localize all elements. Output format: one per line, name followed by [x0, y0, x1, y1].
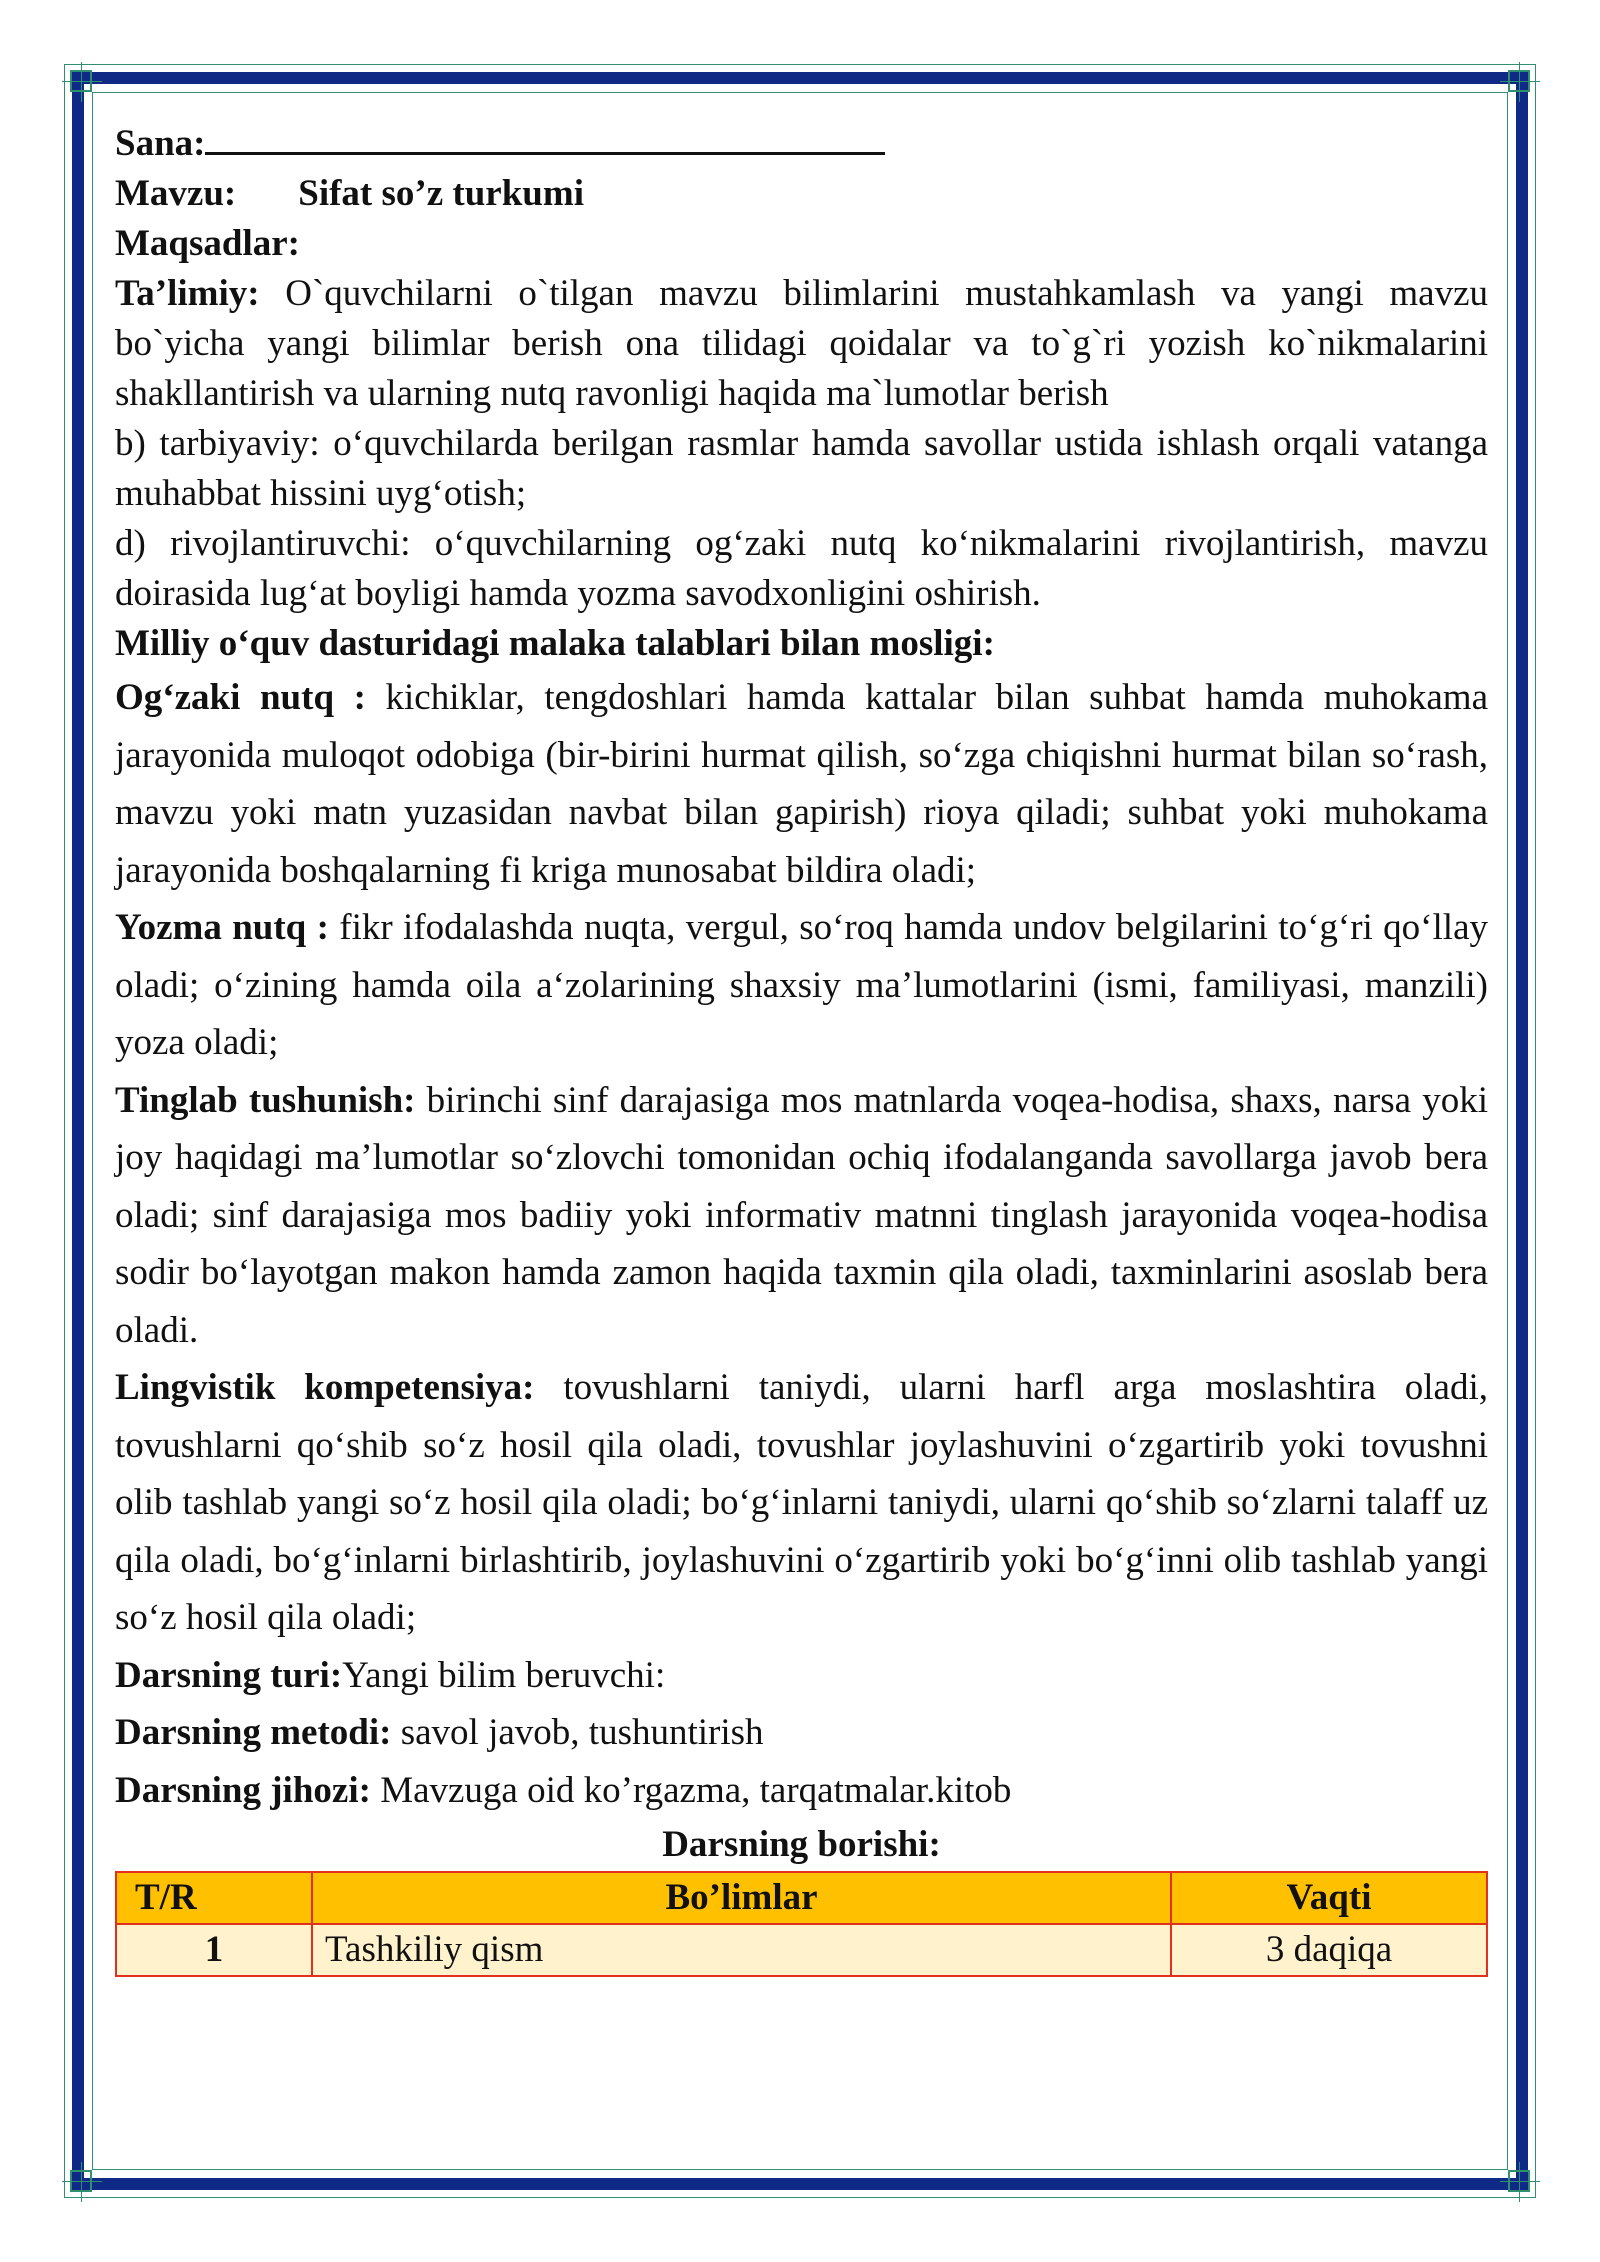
table-header-number: T/R	[116, 1872, 312, 1924]
goal-developmental: d) rivojlantiruvchi: o‘quvchilarning og‘zaki nutq ko‘nikmalarini rivojlantirish, mavzu doirasida lug‘at boyligi hamda yozma savodxonligini oshirish.	[115, 523, 1488, 614]
topic-line	[115, 169, 1488, 219]
lesson-type-value: Yangi bilim beruvchi:	[342, 1654, 666, 1696]
standard-linguistic	[115, 1359, 1488, 1647]
standard-listening-text: birinchi sinf darajasiga mos matnlarda voqea-hodisa, shaxs, narsa yoki joy haqidagi ma’lumotlar so‘zlovchi tomonidan ochiq ifodalanganda savollarga javob bera oladi; sinf darajasiga mos badiiy yoki informativ matnni tinglash jarayonida voqea-hodisa sodir bo‘layotgan makon hamda zamon haqida taxmin qila oladi, taxminlarini asoslab bera oladi.	[115, 1079, 1488, 1351]
standards-heading: Milliy o‘quv dasturidagi malaka talablari bilan mosligi:	[115, 623, 995, 664]
topic-label: Mavzu:	[115, 173, 237, 214]
standard-written	[115, 899, 1488, 1072]
corner-ornament-icon	[70, 70, 92, 92]
standard-written-text: fikr ifodalashda nuqta, vergul, so‘roq hamda undov belgilarini to‘g‘ri qo‘llay oladi; o‘zining hamda oila a‘zolarining shaxsiy ma’lumotlarini (ismi, familiyasi, manzili) yoza oladi;	[115, 907, 1488, 1063]
table-header-row	[116, 1872, 1487, 1924]
date-blank	[205, 112, 885, 155]
standard-oral	[115, 669, 1488, 899]
document-body	[115, 112, 1488, 1977]
standard-oral-label: Og‘zaki nutq :	[115, 677, 366, 718]
goal-educational-text: O`quvchilarni o`tilgan mavzu bilimlarini mustahkamlash va yangi mavzu bo`yicha yangi bilimlar berish ona tilidagi qoidalar va to`g`ri yozish ko`nikmalarini shakllantirish va ularning nutq ravonligi haqida ma`lumotlar berish	[115, 273, 1488, 414]
corner-ornament-icon	[1508, 2170, 1530, 2192]
topic-value: Sifat so’z turkumi	[298, 173, 584, 214]
date-line	[115, 112, 1488, 169]
goal-educational-label: Ta’limiy:	[115, 273, 260, 314]
lesson-equipment-value: Mavzuga oid ko’rgazma, tarqatmalar.kitob	[370, 1769, 1012, 1811]
goal-educational	[115, 269, 1488, 419]
goal-upbringing: b) tarbiyaviy: o‘quvchilarda berilgan rasmlar hamda savollar ustida ishlash orqali vatanga muhabbat hissini uyg‘otish;	[115, 423, 1488, 514]
goals-heading: Maqsadlar:	[115, 223, 300, 264]
lesson-equipment-label: Darsning jihozi:	[115, 1769, 371, 1811]
standard-oral-text: kichiklar, tengdoshlari hamda kattalar bilan suhbat hamda muhokama jarayonida muloqot odobiga (bir-birini hurmat qilish, so‘zga chiqishni hurmat bilan so‘rash, mavzu yoki matn yuzasidan navbat bilan gapirish) rioya qiladi; suhbat yoki muhokama jarayonida boshqalarning fi kriga munosabat bildira oladi;	[115, 677, 1488, 891]
standard-listening-label: Tinglab tushunish:	[115, 1079, 416, 1121]
lesson-type-label: Darsning turi:	[115, 1654, 343, 1696]
date-label: Sana:	[115, 123, 206, 164]
standard-written-label: Yozma nutq :	[115, 907, 329, 948]
table-cell-number: 1	[116, 1924, 312, 1976]
lesson-plan-table	[115, 1871, 1488, 1977]
corner-ornament-icon	[1508, 70, 1530, 92]
table-row	[116, 1924, 1487, 1976]
corner-ornament-icon	[70, 2170, 92, 2192]
table-header-sections: Bo’limlar	[312, 1872, 1171, 1924]
lesson-method-value: savol javob, tushuntirish	[391, 1712, 764, 1753]
table-cell-time: 3 daqiqa	[1171, 1924, 1487, 1976]
table-header-time: Vaqti	[1171, 1872, 1487, 1924]
standard-listening	[115, 1072, 1488, 1360]
lesson-equipment	[115, 1762, 1488, 1820]
standard-linguistic-label: Lingvistik kompetensiya:	[115, 1367, 535, 1408]
standard-linguistic-text: tovushlarni taniydi, ularni harfl arga moslashtira oladi, tovushlarni qo‘shib so‘z hosil qila oladi, tovushlar joylashuvini o‘zgartirib yoki tovushni olib tashlab yangi so‘z hosil qila oladi; bo‘g‘inlarni taniydi, ularni qo‘shib so‘zlarni talaff uz qila oladi, bo‘g‘inlarni birlashtirib, joylashuvini o‘zgartirib yoki bo‘g‘inni olib tashlab yangi so‘z hosil qila oladi;	[115, 1367, 1488, 1638]
lesson-method	[115, 1704, 1488, 1762]
lesson-type	[115, 1647, 1488, 1705]
table-cell-section: Tashkiliy qism	[312, 1924, 1171, 1976]
lesson-method-label: Darsning metodi:	[115, 1712, 392, 1753]
lesson-flow-title: Darsning borishi:	[662, 1824, 941, 1865]
